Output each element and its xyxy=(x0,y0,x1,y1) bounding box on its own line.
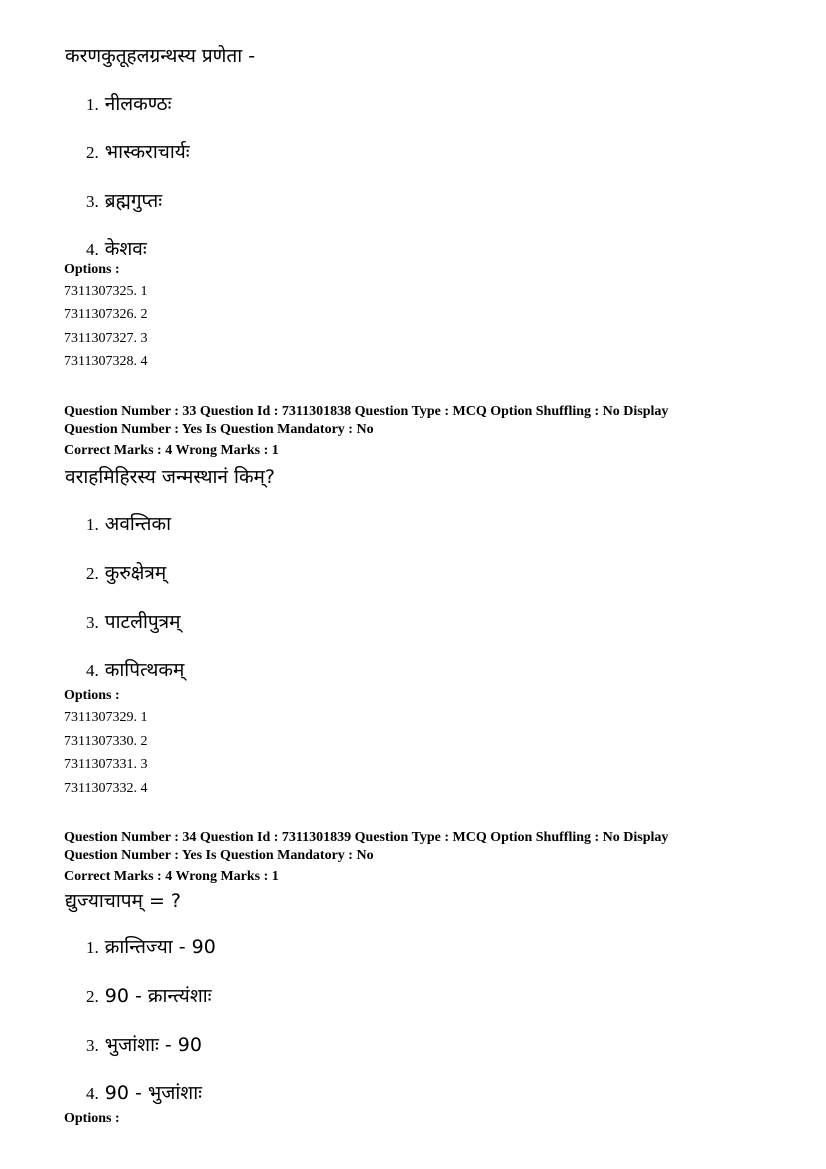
q33-choice-2: 2. कुरुक्षेत्रम् xyxy=(86,562,167,584)
question-33-text: वराहमिहिरस्य जन्मस्थानं किम्? xyxy=(65,466,275,488)
q34-choice-1: 1. क्रान्तिज्या - 90 xyxy=(86,936,216,958)
q33-choice-3: 3. पाटलीपुत्रम् xyxy=(86,611,181,633)
q32-option-id-4: 7311307328. 4 xyxy=(64,354,148,369)
q34-options-label: Options : xyxy=(64,1111,120,1126)
q32-choice-4: 4. केशवः xyxy=(86,238,147,260)
q33-meta-line-1: Question Number : 33 Question Id : 7311301838 Question Type : MCQ Option Shuffling : No Display xyxy=(64,404,669,419)
q32-options-label: Options : xyxy=(64,262,120,277)
q34-choice-4: 4. 90 - भुजांशाः xyxy=(86,1082,202,1104)
q34-choice-3: 3. भुजांशाः - 90 xyxy=(86,1034,202,1056)
q33-option-id-2: 7311307330. 2 xyxy=(64,734,148,749)
q32-option-id-2: 7311307326. 2 xyxy=(64,307,148,322)
q32-option-id-1: 7311307325. 1 xyxy=(64,284,148,299)
q34-meta-line-2: Question Number : Yes Is Question Mandatory : No xyxy=(64,848,374,863)
q34-meta-line-3: Correct Marks : 4 Wrong Marks : 1 xyxy=(64,869,279,884)
question-32-text: करणकुतूहलग्रन्थस्य प्रणेता - xyxy=(65,45,256,67)
q33-meta-line-2: Question Number : Yes Is Question Mandatory : No xyxy=(64,422,374,437)
q33-option-id-1: 7311307329. 1 xyxy=(64,710,148,725)
q32-option-id-3: 7311307327. 3 xyxy=(64,331,148,346)
q32-choice-1: 1. नीलकण्ठः xyxy=(86,93,172,115)
question-34-text: द्युज्याचापम् = ? xyxy=(65,890,182,912)
q33-choice-4: 4. कापित्थकम् xyxy=(86,659,185,681)
q33-meta-line-3: Correct Marks : 4 Wrong Marks : 1 xyxy=(64,443,279,458)
q34-meta-line-1: Question Number : 34 Question Id : 7311301839 Question Type : MCQ Option Shuffling : No Display xyxy=(64,830,669,845)
q32-choice-3: 3. ब्रह्मगुप्तः xyxy=(86,190,163,212)
q33-option-id-4: 7311307332. 4 xyxy=(64,781,148,796)
q33-option-id-3: 7311307331. 3 xyxy=(64,757,148,772)
q33-options-label: Options : xyxy=(64,688,120,703)
q32-choice-2: 2. भास्कराचार्यः xyxy=(86,141,190,163)
q34-choice-2: 2. 90 - क्रान्त्यंशाः xyxy=(86,985,212,1007)
q33-choice-1: 1. अवन्तिका xyxy=(86,513,171,535)
